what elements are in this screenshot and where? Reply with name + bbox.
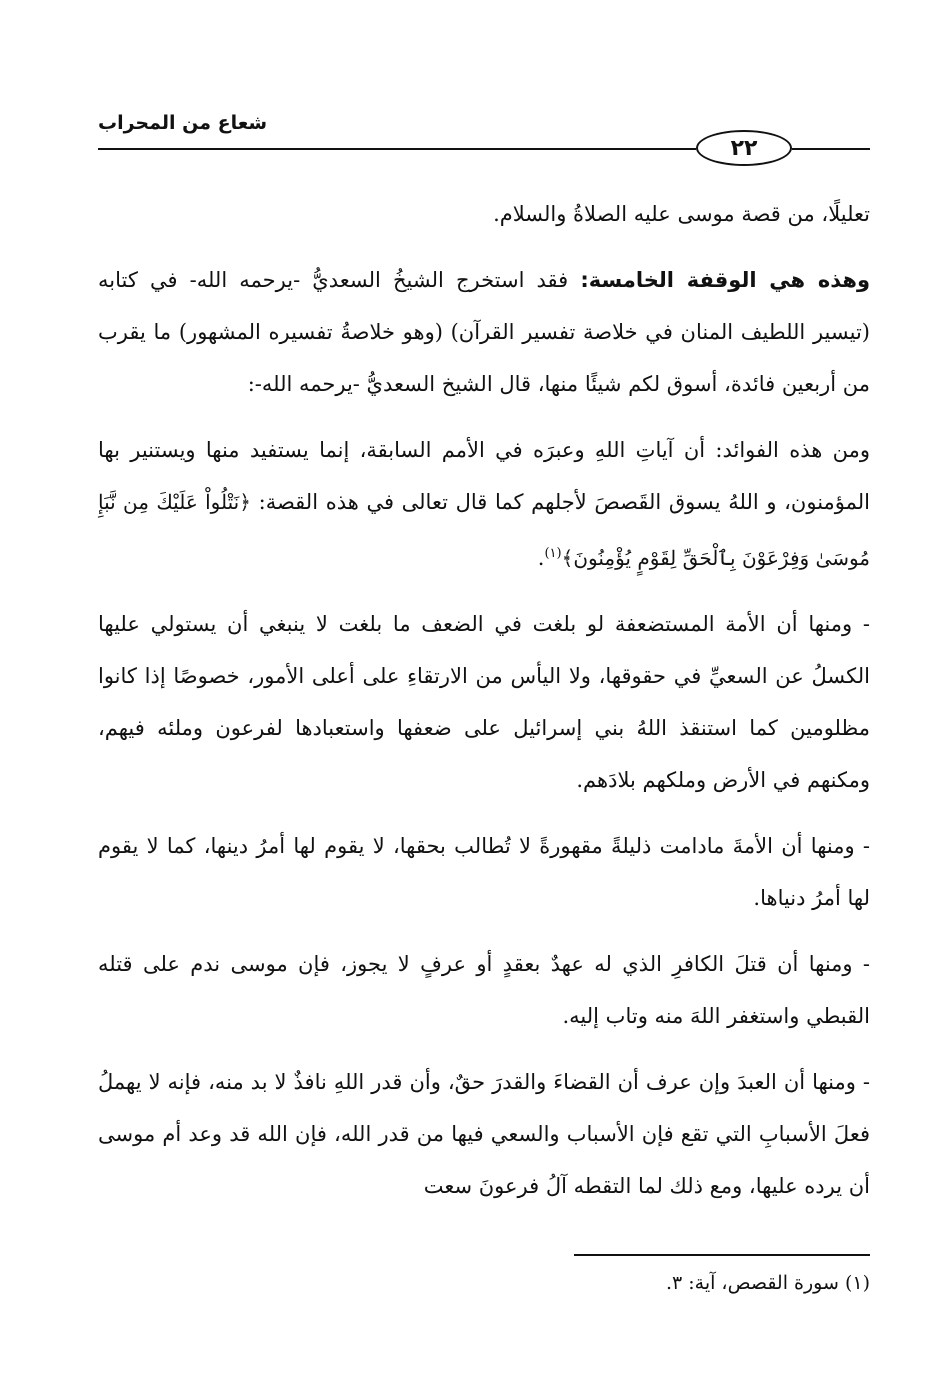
footnote-rule: [574, 1254, 870, 1256]
header-rule: [792, 148, 870, 150]
paragraph-end: .: [537, 546, 545, 570]
paragraph: تعليلًا، من قصة موسى عليه الصلاةُ والسلام.: [493, 202, 870, 226]
paragraph: - ومنها أن العبدَ وإن عرف أن القضاءَ والقدرَ حقٌ، وأن قدر اللهِ نافذٌ لا بد منه، فإنه لا يهملُ فعلَ الأسبابِ التي تقع فإن الأسباب والسعي فيها من قدر الله، فإن الله قد وعد أم موسى أن يرده عليها، ومع ذلك لما التقطه آلُ فرعونَ سعت: [98, 1070, 870, 1198]
paragraph: - ومنها أن الأمةَ مادامت ذليلةً مقهورةً لا تُطالب بحقها، لا يقوم لها أمرُ دينها، كما لا يقوم لها أمرُ دنياها.: [98, 834, 870, 910]
footnote-ref[interactable]: (١): [544, 546, 562, 561]
quran-verse: ﴿نَتْلُواْ عَلَيْكَ مِن نَّبَإِ مُوسَىٰ وَفِرْعَوْنَ بِٱلْحَقِّ لِقَوْمٍ يُؤْمِنُونَ﴾: [98, 490, 870, 570]
running-header-title: شعاع من المحراب: [98, 112, 268, 134]
paragraph: [98, 424, 870, 584]
paragraph: - ومنها أن الأمة المستضعفة لو بلغت في الضعف ما بلغت لا ينبغي أن يستولي عليها الكسلُ عن السعيِّ في حقوقها، ولا اليأس من الارتقاءِ على أعلى الأمور، خصوصًا إذا كانوا مظلومين كما استنقذ اللهُ بني إسرائيل على ضعفها واستعبادها لفرعون وملئه فيهم، ومكنهم في الأرض وملكهم بلادَهم.: [98, 612, 870, 792]
header-rule: [98, 148, 696, 150]
paragraph: [98, 254, 870, 410]
section-lead: وهذه هي الوقفة الخامسة:: [580, 268, 871, 292]
body-text: [98, 188, 870, 1226]
paragraph: - ومنها أن قتلَ الكافرِ الذي له عهدٌ بعقدٍ أو عرفٍ لا يجوز، فإن موسى ندم على قتله القبطي واستغفر اللهَ منه وتاب إليه.: [98, 952, 870, 1028]
paragraph-text: ومن هذه الفوائد: أن آياتِ اللهِ وعبرَه في الأمم السابقة، إنما يستفيد منها ويستنير بها المؤمنون، و اللهُ يسوق القَصصَ لأجلهم كما قال تعالى في هذه القصة:: [98, 438, 870, 514]
paragraph-text: فقد استخرج الشيخُ السعديُّ -يرحمه الله- في كتابه (تيسير اللطيف المنان في خلاصة تفسير القرآن) (وهو خلاصةُ تفسيره المشهور) ما يقرب من أربعين فائدة، أسوق لكم شيئًا منها، قال الشيخ السعديُّ -يرحمه الله-:: [98, 268, 870, 396]
page-number-badge: ٢٢: [696, 130, 792, 166]
footnote: (١) سورة القصص، آية: ٣.: [665, 1272, 870, 1294]
